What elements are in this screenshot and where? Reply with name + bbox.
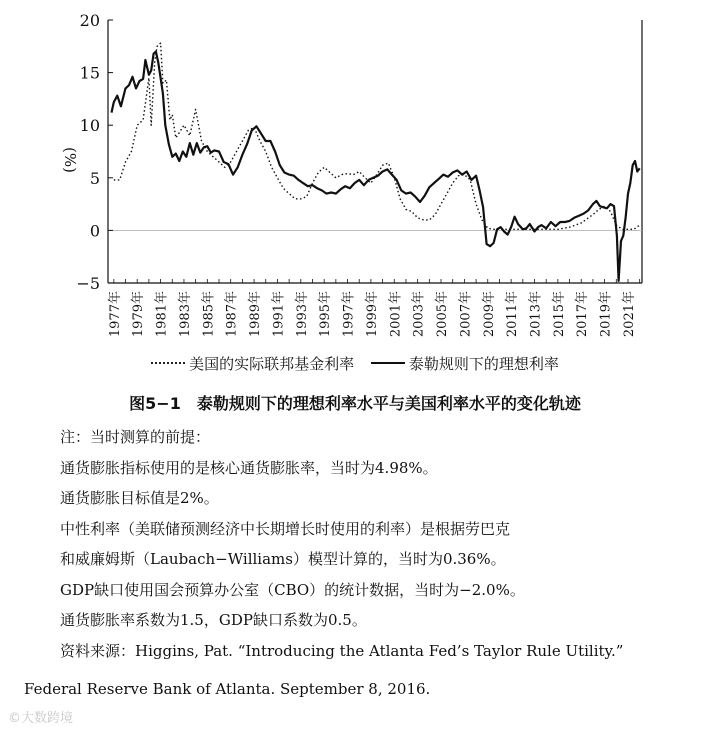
x-tick-label: 1981年 <box>154 291 170 338</box>
y-axis-label: (%) <box>61 147 79 173</box>
notes <box>60 422 700 666</box>
x-tick-label: 2017年 <box>575 291 591 338</box>
legend <box>0 350 710 374</box>
legend-item-taylor <box>371 353 559 374</box>
x-tick-label: 1999年 <box>364 291 380 338</box>
y-tick-label: 15 <box>79 63 100 83</box>
y-tick-label: −5 <box>76 274 100 293</box>
watermark: ©大数跨境 <box>8 711 74 726</box>
note-line: 通货膨胀率系数为1.5，GDP缺口系数为0.5。 <box>60 611 367 629</box>
x-tick-label: 2021年 <box>621 291 637 338</box>
legend-swatch-dotted <box>151 362 185 364</box>
series-line-taylor <box>112 52 640 281</box>
note-source: 资料来源：Higgins, Pat. “Introducing the Atlanta Fed’s Taylor Rule Utility.” <box>60 641 624 660</box>
x-tick-label: 2015年 <box>551 291 567 338</box>
x-tick-label: 2005年 <box>435 291 451 338</box>
x-tick-label: 1997年 <box>341 291 357 338</box>
x-tick-label: 1977年 <box>107 291 123 338</box>
x-tick-label: 2009年 <box>481 290 497 338</box>
y-tick-label: 10 <box>79 116 100 136</box>
x-tick-label: 1987年 <box>224 291 240 338</box>
x-tick-label: 1983年 <box>177 291 193 338</box>
y-tick-label: 5 <box>89 168 100 188</box>
x-tick-label: 1993年 <box>294 291 310 338</box>
note-source-continued: Federal Reserve Bank of Atlanta. September 8, 2016. <box>24 680 431 698</box>
x-tick-label: 2001年 <box>388 291 404 338</box>
chart-svg <box>0 0 710 360</box>
x-tick-label: 1989年 <box>248 291 264 338</box>
x-tick-label: 2011年 <box>505 291 521 338</box>
note-intro: 注：当时测算的前提： <box>60 428 211 446</box>
x-tick-label: 1991年 <box>271 291 287 338</box>
x-tick-label: 2003年 <box>411 291 427 338</box>
x-tick-label: 2019年 <box>598 291 614 338</box>
legend-swatch-solid <box>371 362 405 364</box>
x-tick-label: 1995年 <box>318 291 334 338</box>
x-tick-label: 2007年 <box>458 291 474 338</box>
y-tick-label: 20 <box>79 11 100 30</box>
series-line-fed-funds <box>114 43 640 229</box>
figure-caption: 图5−1 泰勒规则下的理想利率水平与美国利率水平的变化轨迹 <box>129 394 581 413</box>
legend-label-fed-funds: 美国的实际联邦基金利率 <box>189 354 355 373</box>
legend-item-fed-funds <box>151 353 354 374</box>
chart <box>0 0 710 360</box>
note-line: 通货膨胀指标使用的是核心通货膨胀率，当时为4.98%。 <box>60 458 438 477</box>
y-tick-label: 0 <box>89 221 100 241</box>
x-tick-label: 1979年 <box>131 291 147 338</box>
note-line: 中性利率（美联储预测经济中长期增长时使用的利率）是根据劳巴克 <box>60 519 511 538</box>
x-tick-label: 2013年 <box>528 291 544 338</box>
note-line: 和威廉姆斯（Laubach−Williams）模型计算的，当时为0.36%。 <box>60 550 506 568</box>
x-tick-label: 1985年 <box>201 291 217 338</box>
note-line: 通货膨胀目标值是2%。 <box>60 489 219 507</box>
legend-label-taylor: 泰勒规则下的理想利率 <box>408 354 559 373</box>
note-line: GDP缺口使用国会预算办公室（CBO）的统计数据，当时为−2.0%。 <box>60 580 525 599</box>
